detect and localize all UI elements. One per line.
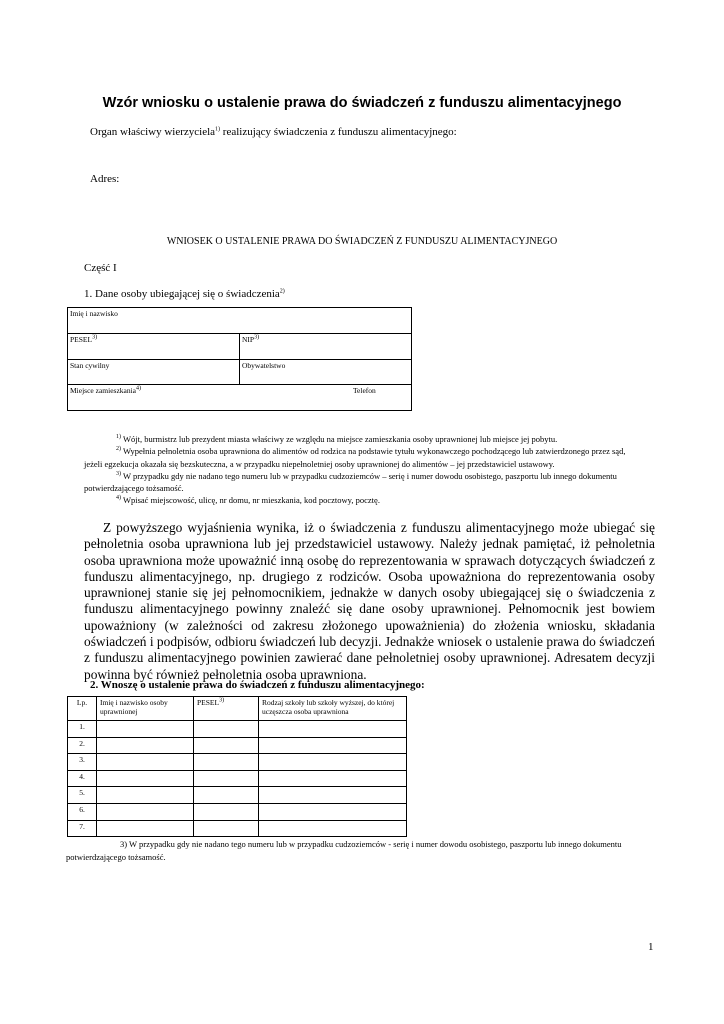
pesel-cell[interactable] bbox=[194, 737, 259, 754]
section-1-footnote-ref: 2) bbox=[279, 288, 285, 295]
school-cell[interactable] bbox=[259, 787, 407, 804]
nip-field[interactable] bbox=[240, 334, 412, 360]
page-number: 1 bbox=[648, 941, 654, 953]
name-cell[interactable] bbox=[97, 737, 194, 754]
row-number: 6. bbox=[68, 803, 97, 820]
name-cell[interactable] bbox=[97, 803, 194, 820]
pesel-field[interactable] bbox=[68, 334, 240, 360]
col-school: Rodzaj szkoły lub szkoły wyższej, do której uczęszcza osoba uprawniona bbox=[259, 697, 407, 721]
school-cell[interactable] bbox=[259, 803, 407, 820]
pesel-cell[interactable] bbox=[194, 770, 259, 787]
name-cell[interactable] bbox=[97, 770, 194, 787]
row-number: 3. bbox=[68, 754, 97, 771]
row-number: 2. bbox=[68, 737, 97, 754]
col-pesel-label: PESEL bbox=[197, 698, 220, 707]
footnote-1 bbox=[84, 433, 644, 445]
form-heading: WNIOSEK O USTALENIE PRAWA DO ŚWIADCZEŃ Z FUNDUSZU ALIMENTACYJNEGO bbox=[166, 236, 558, 247]
marital-status-field[interactable] bbox=[68, 360, 240, 385]
footnote-4-text: Wpisać miejscowość, ulicę, nr domu, nr mieszkania, kod pocztowy, pocztę. bbox=[121, 495, 380, 506]
table-header-row bbox=[68, 697, 407, 721]
organ-text-continued: realizujący świadczenia z funduszu alimentacyjnego: bbox=[220, 126, 457, 138]
residence-label: Miejsce zamieszkania bbox=[70, 386, 137, 395]
table-row bbox=[68, 820, 407, 837]
row-number: 1. bbox=[68, 721, 97, 738]
footnote-2-mark: 2) bbox=[116, 446, 121, 453]
section-1-title bbox=[84, 288, 285, 300]
footnote-3-text: W przypadku gdy nie nadano tego numeru lub w przypadku cudzoziemców – serię i numer dowodu osobistego, paszportu lub innego dokumentu potwierdzającego tożsamość. bbox=[84, 470, 617, 494]
row-number: 4. bbox=[68, 770, 97, 787]
table-row bbox=[68, 737, 407, 754]
row-number: 7. bbox=[68, 820, 97, 837]
footnote-3-mark: 3) bbox=[116, 471, 121, 478]
col-lp: Lp. bbox=[68, 697, 97, 721]
name-cell[interactable] bbox=[97, 820, 194, 837]
pesel-footnote-ref: 3) bbox=[92, 334, 98, 341]
name-cell[interactable] bbox=[97, 754, 194, 771]
school-cell[interactable] bbox=[259, 721, 407, 738]
explanation-paragraph bbox=[84, 520, 655, 683]
col-pesel-footnote-ref: 3) bbox=[219, 697, 225, 704]
table-row bbox=[68, 721, 407, 738]
table-row bbox=[68, 770, 407, 787]
applicant-data-table bbox=[67, 307, 412, 411]
nip-footnote-ref: 3) bbox=[254, 334, 260, 341]
pesel-cell[interactable] bbox=[194, 787, 259, 804]
pesel-cell[interactable] bbox=[194, 803, 259, 820]
footnote-4 bbox=[84, 494, 644, 506]
explanation-text: Z powyższego wyjaśnienia wynika, iż o świadczenia z funduszu alimentacyjnego może ubiegać się pełnoletnia osoba uprawniona lub jej przedstawiciel ustawowy. Należy jednak pamiętać, iż pełnoletnia osoba uprawniona może upoważnić inną osobę do reprezentowania w sprawach dotyczących świadczeń z funduszu alimentacyjnego, np. drugiego z rodziców. Osoba upoważniona do reprezentowania osoby uprawnionej stanie się jej pełnomocnikiem, jednakże w danych osoby ubiegającej się o świadczenia z funduszu alimentacyjnego powinny znaleźć się dane osoby uprawnionej. Pełnomocnik jest bowiem upoważniony (w zależności od zakresu złożonego upoważnienia) do złożenia wniosku, składania oświadczeń i podpisów, odbioru świadczeń lub decyzji. Jednakże wniosek o ustalenie prawa do świadczeń z funduszu alimentacyjnego powinien zawierać dane pełnoletniej osoby uprawnionej. Adresatem decyzji powinna być również pełnoletnia osoba uprawniona. bbox=[84, 520, 655, 682]
organ-text: Organ właściwy wierzyciela bbox=[90, 126, 216, 138]
pesel-cell[interactable] bbox=[194, 820, 259, 837]
document-title: Wzór wniosku o ustalenie prawa do świadczeń z funduszu alimentacyjnego bbox=[102, 95, 622, 111]
table-row bbox=[68, 803, 407, 820]
name-cell[interactable] bbox=[97, 787, 194, 804]
table-row bbox=[68, 787, 407, 804]
col-pesel bbox=[194, 697, 259, 721]
pesel-cell[interactable] bbox=[194, 754, 259, 771]
phone-label: Telefon bbox=[353, 386, 376, 395]
school-cell[interactable] bbox=[259, 754, 407, 771]
residence-field[interactable] bbox=[68, 385, 412, 411]
adres-label: Adres: bbox=[90, 173, 120, 185]
footnote-4-mark: 4) bbox=[116, 495, 121, 502]
footnote-1-text: Wójt, burmistrz lub prezydent miasta właściwy ze względu na miejsce zamieszkania osoby uprawnionej lub miejsce jej pobytu. bbox=[121, 434, 558, 444]
footnote-2 bbox=[84, 445, 644, 470]
table-row bbox=[68, 754, 407, 771]
name-cell[interactable] bbox=[97, 721, 194, 738]
pesel-cell[interactable] bbox=[194, 721, 259, 738]
beneficiaries-table bbox=[67, 696, 407, 837]
school-cell[interactable] bbox=[259, 770, 407, 787]
section-1-text: 1. Dane osoby ubiegającej się o świadczenia bbox=[84, 288, 280, 300]
footnote-2-text: Wypełnia pełnoletnia osoba uprawniona do alimentów od rodzica na podstawie tytułu wykonawczego pochodzącego lub zatwierdzonego przez sąd, jeżeli egzekucja okazała się bezskuteczna, a w przypadku niepełnoletniej osoby uprawnionej do alimentów – jej przedstawiciel ustawowy. bbox=[84, 446, 626, 469]
nip-label: NIP bbox=[242, 335, 255, 344]
footnotes bbox=[84, 433, 644, 507]
footnote-3 bbox=[84, 470, 644, 495]
name-field-label: Imię i nazwisko bbox=[70, 309, 118, 318]
organ-footnote-ref: 1) bbox=[215, 126, 221, 133]
footnote-3-repeat-text: 3) W przypadku gdy nie nadano tego numeru lub w przypadku cudzoziemców - serię i numer dowodu osobistego, paszportu lub innego dokumentu potwierdzającego tożsamość. bbox=[66, 839, 622, 862]
organ-label bbox=[90, 126, 457, 138]
citizenship-field[interactable] bbox=[240, 360, 412, 385]
section-2-title: 2. Wnoszę o ustalenie prawa do świadczeń z funduszu alimentacyjnego: bbox=[90, 679, 425, 691]
citizenship-label: Obywatelstwo bbox=[242, 361, 286, 370]
row-number: 5. bbox=[68, 787, 97, 804]
col-name: Imię i nazwisko osoby uprawnionej bbox=[97, 697, 194, 721]
school-cell[interactable] bbox=[259, 820, 407, 837]
footnote-3-repeat bbox=[66, 838, 656, 864]
name-field[interactable] bbox=[68, 308, 412, 334]
part-label: Część I bbox=[84, 262, 117, 274]
residence-footnote-ref: 4) bbox=[136, 385, 142, 392]
footnote-1-mark: 1) bbox=[116, 434, 121, 441]
marital-status-label: Stan cywilny bbox=[70, 361, 110, 370]
school-cell[interactable] bbox=[259, 737, 407, 754]
pesel-label: PESEL bbox=[70, 335, 93, 344]
